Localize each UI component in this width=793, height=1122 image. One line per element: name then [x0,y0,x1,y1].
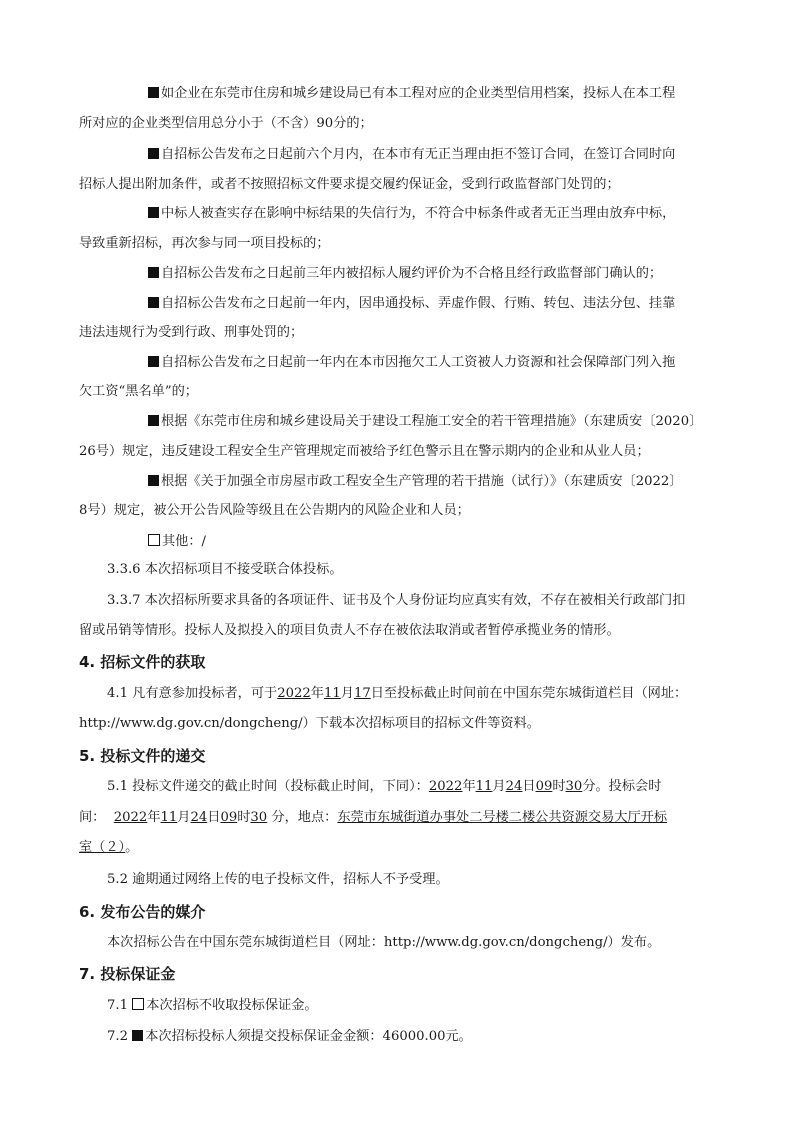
checklist-item-penalty-cont: 违法违规行为受到行政、刑事处罚的； [79,325,304,340]
checklist-item-wages: 自招标公告发布之日起前一年内在本市因拖欠工人工资被人力资源和社会保障部门列入拖 [148,355,715,370]
checklist-item-penalty: 自招标公告发布之日起前一年内，因串通投标、弄虚作假、行贿、转包、违法分包、挂靠 [148,296,715,311]
clause-7-2: 7.2 本次招标投标人须提交投标保证金金额：46000.00元。 [107,1029,472,1044]
checklist-item-credit-cont: 所对应的企业类型信用总分小于（不含）90分的； [79,116,373,131]
checked-square-icon [148,415,159,426]
checklist-item-risk: 根据《关于加强全市房屋市政工程安全生产管理的若干措施（试行）》（东建质安〔2022〕 [148,474,715,489]
checked-square-icon [148,267,159,278]
checklist-item-bad-faith: 中标人被查实存在影响中标结果的失信行为，不符合中标条件或者无正当理由放弃中标， [148,206,715,221]
checklist-item-red-warning: 根据《东莞市住房和城乡建设局关于建设工程施工安全的若干管理措施》（东建质安〔2020〕 [148,414,715,429]
clause-6-text: 本次招标公告在中国东莞东城街道栏目（网址：http://www.dg.gov.cn/dongcheng/）发布。 [107,935,661,950]
clause-5-1-cont: 间： 2022年11月24日09时30 分，地点：东莞市东城街道办事处二号楼二楼公共资源交易大厅开标 [79,810,668,825]
clause-5-2: 5.2 逾期通过网络上传的电子投标文件，招标人不予受理。 [107,872,449,887]
checklist-item-red-warning-cont: 26号）规定，违反建设工程安全生产管理规定而被给予红色警示且在警示期内的企业和从业人员； [79,444,650,459]
checked-square-icon [132,1030,143,1041]
checked-square-icon [148,87,159,98]
section-5-heading: 5. 投标文件的递交 [79,747,206,765]
checked-square-icon [148,148,159,159]
checked-square-icon [148,207,159,218]
checked-square-icon [148,297,159,308]
section-7-heading: 7. 投标保证金 [79,965,176,983]
checklist-item-credit: 如企业在东莞市住房和城乡建设局已有本工程对应的企业类型信用档案，投标人在本工程 [148,86,715,101]
empty-checkbox-icon [132,998,144,1010]
clause-4-1-cont: http://www.dg.gov.cn/dongcheng/）下载本次招标项目的招标文件等资料。 [79,716,540,731]
clause-3-3-7-cont: 留或吊销等情形。投标人及拟投入的项目负责人不存在被依法取消或者暂停承揽业务的情形。 [79,623,620,638]
clause-5-1: 5.1 投标文件递交的截止时间（投标截止时间，下同）：2022年11月24日09时30分。投标会时 [107,779,662,794]
empty-checkbox-icon [148,534,160,546]
checked-square-icon [148,356,159,367]
clause-3-3-6: 3.3.6 本次招标项目不接受联合体投标。 [107,562,343,577]
section-4-heading: 4. 招标文件的获取 [79,653,206,671]
checklist-item-bad-faith-cont: 导致重新招标，再次参与同一项目投标的； [79,236,330,251]
checklist-item-other: 其他：/ [148,534,715,549]
clause-4-1: 4.1 凡有意参加投标者，可于2022年11月17日至投标截止时间前在中国东莞东城街道栏目（网址： [107,686,688,701]
section-6-heading: 6. 发布公告的媒介 [79,903,206,921]
clause-5-1-cont2: 室（２）。 [79,840,139,855]
clause-3-3-7: 3.3.7 本次招标所要求具备的各项证件、证书及个人身份证均应真实有效，不存在被相关行政部门扣 [107,593,686,608]
bid-opening-location: 东莞市东城街道办事处二号楼二楼公共资源交易大厅开标 [337,810,668,825]
checklist-item-risk-cont: 8号）规定，被公开公告风险等级且在公告期内的风险企业和人员； [79,503,470,518]
checklist-item-contract: 自招标公告发布之日起前六个月内，在本市有无正当理由拒不签订合同，在签订合同时向 [148,147,715,162]
checklist-item-performance: 自招标公告发布之日起前三年内被招标人履约评价为不合格且经行政监督部门确认的； [148,266,715,281]
clause-7-1: 7.1 本次招标不收取投标保证金。 [107,998,318,1013]
checklist-item-contract-cont: 招标人提出附加条件，或者不按照招标文件要求提交履约保证金，受到行政监督部门处罚的； [79,177,620,192]
checklist-item-wages-cont: 欠工资“黑名单”的； [79,384,198,399]
checked-square-icon [148,475,159,486]
